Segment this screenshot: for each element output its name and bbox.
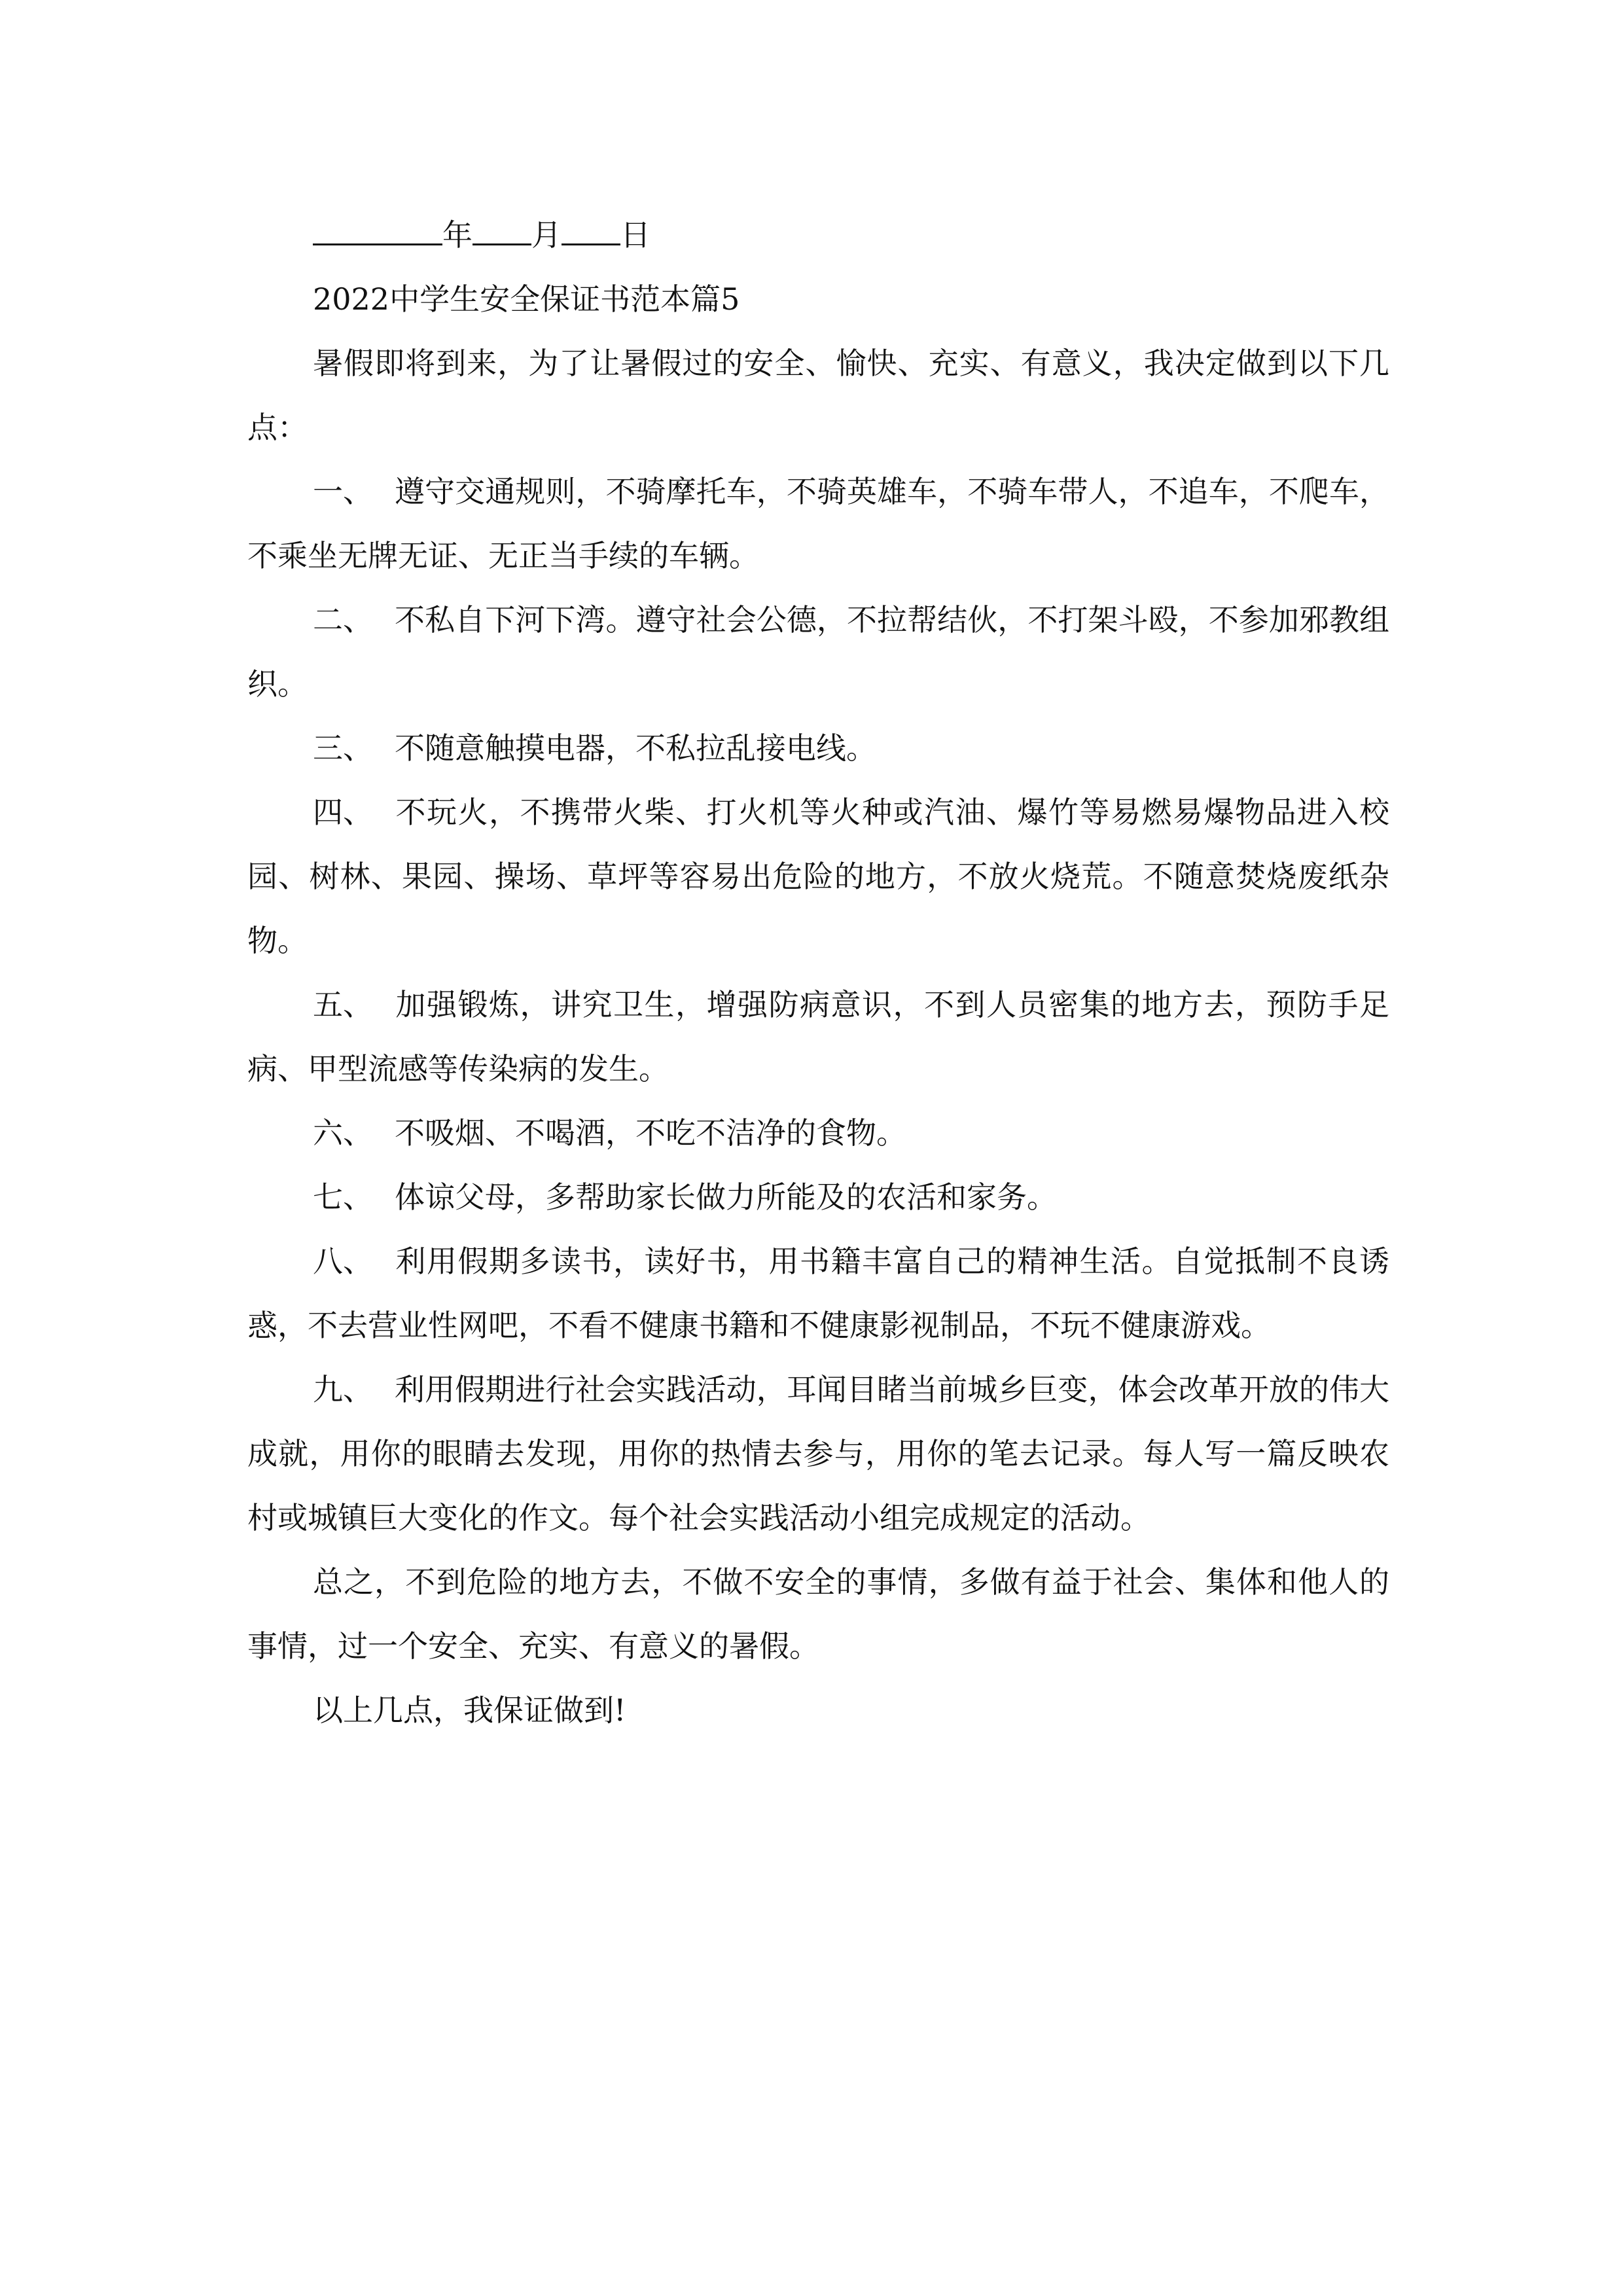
item-text: 不随意触摸电器，不私拉乱接电线。 bbox=[395, 730, 876, 766]
year-label: 年 bbox=[442, 217, 473, 253]
date-line bbox=[247, 203, 1389, 267]
closing-line: 以上几点，我保证做到! bbox=[313, 1693, 626, 1728]
document-body bbox=[247, 203, 1389, 1742]
list-item bbox=[247, 588, 1389, 716]
list-item bbox=[247, 1165, 1389, 1229]
list-item bbox=[247, 1101, 1389, 1165]
summary-paragraph: 总之，不到危险的地方去，不做不安全的事情，多做有益于社会、集体和他人的事情，过一个安全、充实、有意义的暑假。 bbox=[247, 1564, 1389, 1664]
item-text: 遵守交通规则，不骑摩托车，不骑英雄车，不骑车带人，不追车，不爬车，不乘坐无牌无证、无正当手续的车辆。 bbox=[247, 474, 1389, 573]
day-label: 日 bbox=[620, 217, 651, 253]
list-item bbox=[247, 780, 1389, 973]
item-text: 体谅父母，多帮助家长做力所能及的农活和家务。 bbox=[395, 1179, 1057, 1215]
item-number: 二、 bbox=[313, 602, 373, 637]
item-number: 八、 bbox=[313, 1244, 373, 1279]
list-item bbox=[247, 716, 1389, 780]
item-text: 利用假期多读书，读好书，用书籍丰富自己的精神生活。自觉抵制不良诱惑，不去营业性网吧，不看不健康书籍和不健康影视制品，不玩不健康游戏。 bbox=[247, 1244, 1389, 1343]
item-text: 不吸烟、不喝酒，不吃不洁净的食物。 bbox=[395, 1115, 906, 1151]
day-blank bbox=[562, 217, 620, 245]
year-blank bbox=[313, 217, 442, 245]
item-number: 五、 bbox=[313, 987, 373, 1022]
month-blank bbox=[473, 217, 531, 245]
month-label: 月 bbox=[531, 217, 562, 253]
item-text: 加强锻炼，讲究卫生，增强防病意识，不到人员密集的地方去，预防手足病、甲型流感等传染病的发生。 bbox=[247, 987, 1389, 1086]
item-text: 不私自下河下湾。遵守社会公德，不拉帮结伙，不打架斗殴，不参加邪教组织。 bbox=[247, 602, 1389, 702]
list-item bbox=[247, 1357, 1389, 1550]
item-number: 九、 bbox=[313, 1372, 373, 1407]
document-title: 2022中学生安全保证书范本篇5 bbox=[313, 281, 740, 317]
item-number: 六、 bbox=[313, 1115, 373, 1151]
item-number: 一、 bbox=[313, 474, 373, 509]
list-item bbox=[247, 973, 1389, 1101]
item-number: 三、 bbox=[313, 730, 373, 766]
intro-paragraph: 暑假即将到来，为了让暑假过的安全、愉快、充实、有意义，我决定做到以下几点： bbox=[247, 346, 1389, 445]
list-item bbox=[247, 1229, 1389, 1357]
list-item bbox=[247, 459, 1389, 588]
item-text: 利用假期进行社会实践活动，耳闻目睹当前城乡巨变，体会改革开放的伟大成就，用你的眼睛去发现，用你的热情去参与，用你的笔去记录。每人写一篇反映农村或城镇巨大变化的作文。每个社会实践活动小组完成规定的活动。 bbox=[247, 1372, 1389, 1535]
item-number: 七、 bbox=[313, 1179, 373, 1215]
item-number: 四、 bbox=[313, 795, 373, 830]
item-text: 不玩火，不携带火柴、打火机等火种或汽油、爆竹等易燃易爆物品进入校园、树林、果园、操场、草坪等容易出危险的地方，不放火烧荒。不随意焚烧废纸杂物。 bbox=[247, 795, 1389, 958]
